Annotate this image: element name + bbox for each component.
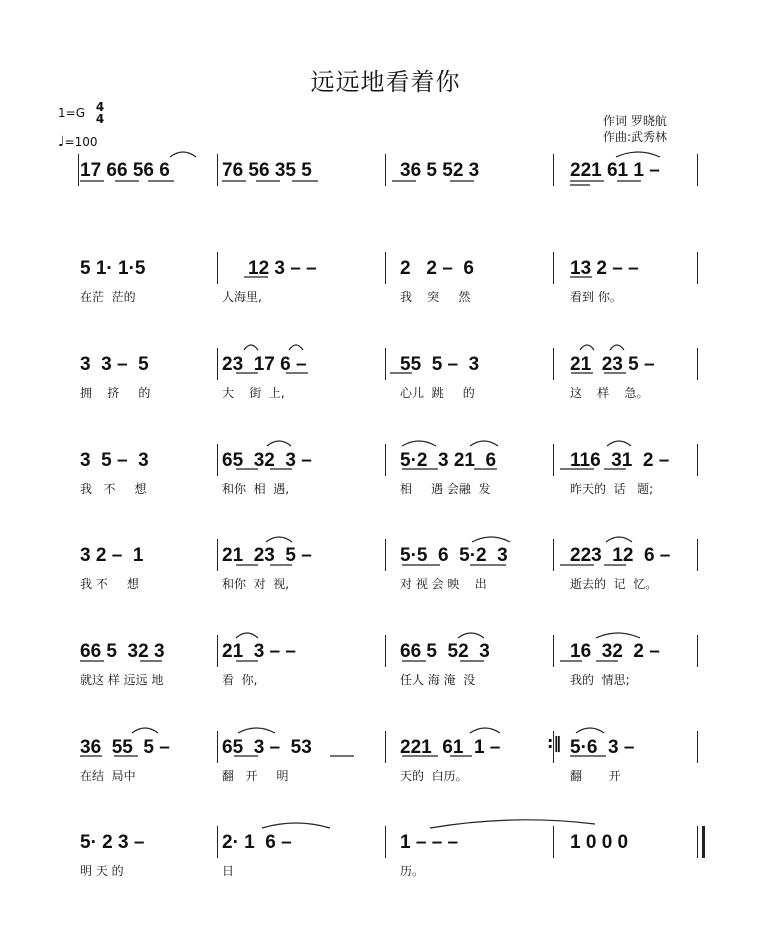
bar-line xyxy=(553,444,554,476)
measure-lyrics: 日 xyxy=(222,864,235,878)
measure-lyrics: 我 不 想 xyxy=(80,482,147,496)
measure-notes: 36 55 5 – xyxy=(80,737,170,758)
slur-arc xyxy=(262,823,330,828)
measure-notes: 221 61 1 – xyxy=(570,160,660,181)
measure-notes: 1 0 0 0 xyxy=(570,832,629,853)
bar-line xyxy=(553,154,554,186)
key-text: 1=G xyxy=(58,106,85,120)
measure-notes: 66 5 52 3 xyxy=(400,641,490,662)
measure-lyrics: 历。 xyxy=(400,864,425,878)
slur-arc xyxy=(266,537,292,542)
bar-line xyxy=(697,539,698,571)
slur-arc xyxy=(610,345,624,350)
measure-lyrics: 翻 开 xyxy=(570,769,621,783)
song-title: 远远地看着你 xyxy=(310,68,461,96)
measure-notes: 3 2 – 1 xyxy=(80,545,144,566)
measure-lyrics: 我 突 然 xyxy=(400,290,471,304)
bar-line xyxy=(385,731,386,763)
slur-arc xyxy=(580,345,594,350)
bar-line xyxy=(697,154,698,186)
measure-notes: 21 23 5 – xyxy=(570,354,655,375)
measure-notes: 12 3 – – xyxy=(248,258,317,279)
slur-arc xyxy=(238,728,275,733)
measure-notes: 2· 1 6 – xyxy=(222,832,292,853)
measure-lyrics: 我的 情思; xyxy=(570,673,630,687)
tempo-text: =100 xyxy=(64,135,98,149)
measure-lyrics: 大 街 上, xyxy=(222,386,285,400)
measure-lyrics: 明 天 的 xyxy=(80,864,124,878)
time-signature-bottom: 4 xyxy=(95,112,105,126)
measure-lyrics: 这 样 急。 xyxy=(570,386,649,400)
measure-notes: 5 1· 1·5 xyxy=(80,258,146,279)
bar-line xyxy=(217,154,218,186)
bar-line xyxy=(217,826,218,858)
measure-notes: 21 3 – – xyxy=(222,641,296,662)
measure-notes: 221 61 1 – xyxy=(400,737,501,758)
measure-lyrics: 在茫 茫的 xyxy=(80,290,136,304)
slur-arc xyxy=(244,345,258,350)
measure-notes: 223 12 6 – xyxy=(570,545,671,566)
composer: 作曲:武秀林 xyxy=(603,130,668,144)
measure-lyrics: 天的 白历。 xyxy=(400,769,468,783)
measure-notes: 116 31 2 – xyxy=(570,450,670,471)
measure-notes: 76 56 35 5 xyxy=(222,160,312,181)
slur-arc xyxy=(616,152,660,157)
key-signature xyxy=(58,100,105,126)
measure-notes: 1 – – – xyxy=(400,832,459,853)
measure-notes: 65 3 – 53 xyxy=(222,737,312,758)
bar-line xyxy=(385,252,386,284)
bar-line xyxy=(697,348,698,380)
bar-line xyxy=(553,252,554,284)
measure-lyrics: 我 不 想 xyxy=(80,577,139,591)
repeat-sign-icon: :‖ xyxy=(547,733,562,752)
bar-line xyxy=(697,252,698,284)
measure-lyrics: 心儿 跳 的 xyxy=(400,386,475,400)
bar-line xyxy=(697,731,698,763)
bar-line xyxy=(385,826,386,858)
lyricist: 作词 罗晓航 xyxy=(603,114,667,128)
measure-lyrics: 逝去的 记 忆。 xyxy=(570,577,658,591)
bar-line xyxy=(217,635,218,667)
bar-line xyxy=(553,539,554,571)
slur-arc xyxy=(132,728,158,733)
measure-lyrics: 翻 开 明 xyxy=(222,769,289,783)
measure-notes: 17 66 56 6 xyxy=(80,160,170,181)
bar-line xyxy=(217,444,218,476)
slur-arc xyxy=(607,441,631,446)
slur-arc xyxy=(170,152,196,157)
measure-lyrics: 昨天的 话 题; xyxy=(570,482,654,496)
measure-notes: 13 2 – – xyxy=(570,258,639,279)
bar-line xyxy=(217,731,218,763)
bar-line xyxy=(697,635,698,667)
opening-bar-line xyxy=(78,154,79,186)
measure-lyrics: 和你 相 遇, xyxy=(222,482,290,496)
time-signature xyxy=(94,101,106,125)
measure-lyrics: 看到 你。 xyxy=(570,290,622,304)
bar-line xyxy=(217,252,218,284)
bar-line xyxy=(553,826,554,858)
slur-arc xyxy=(267,441,291,446)
measure-notes: 3 3 – 5 xyxy=(80,354,149,375)
measure-lyrics: 看 你, xyxy=(222,673,258,687)
slur-arc xyxy=(576,728,604,733)
measure-notes: 65 32 3 – xyxy=(222,450,312,471)
slur-arc xyxy=(430,820,595,828)
measure-notes: 5· 2 3 – xyxy=(80,832,145,853)
slur-arc xyxy=(458,633,484,638)
slur-arc xyxy=(606,537,632,542)
credits xyxy=(603,113,667,145)
bar-line xyxy=(217,539,218,571)
bar-line xyxy=(385,154,386,186)
measure-notes: 2 2 – 6 xyxy=(400,258,474,279)
measure-lyrics: 拥 挤 的 xyxy=(80,386,151,400)
measure-lyrics: 对 视 会 映 出 xyxy=(400,577,487,591)
bar-line xyxy=(553,635,554,667)
measure-notes: 16 32 2 – xyxy=(570,641,660,662)
measure-notes: 5·5 6 5·2 3 xyxy=(400,545,508,566)
measure-lyrics: 在结 局中 xyxy=(80,769,136,783)
bar-line xyxy=(385,444,386,476)
slur-arc xyxy=(236,633,258,638)
bar-line xyxy=(385,635,386,667)
tempo-marking xyxy=(58,134,98,150)
measure-notes: 66 5 32 3 xyxy=(80,641,165,662)
measure-notes: 3 5 – 3 xyxy=(80,450,149,471)
slur-arc xyxy=(289,345,303,350)
slur-arc xyxy=(402,441,436,446)
slur-arc xyxy=(596,633,640,638)
measure-lyrics: 任人 海 淹 没 xyxy=(400,673,476,687)
time-signature-top: 4 xyxy=(95,100,105,114)
measure-notes: 5·6 3 – xyxy=(570,737,635,758)
measure-lyrics: 就这 样 远远 地 xyxy=(80,673,164,687)
measure-lyrics: 和你 对 视, xyxy=(222,577,290,591)
measure-notes: 36 5 52 3 xyxy=(400,160,480,181)
measure-lyrics: 相 遇 会融 发 xyxy=(400,482,491,496)
measure-lyrics: 人海里, xyxy=(222,290,262,304)
bar-line xyxy=(217,348,218,380)
slur-arc xyxy=(470,728,500,733)
measure-notes: 5·2 3 21 6 xyxy=(400,450,497,471)
measure-notes: 55 5 – 3 xyxy=(400,354,480,375)
quarter-note-icon: ♩ xyxy=(58,134,65,150)
measure-notes: 23 17 6 – xyxy=(222,354,307,375)
slur-arc xyxy=(470,441,498,446)
slur-arc xyxy=(472,537,510,542)
measure-notes: 21 23 5 – xyxy=(222,545,312,566)
bar-line xyxy=(385,539,386,571)
bar-line xyxy=(553,348,554,380)
bar-line xyxy=(385,348,386,380)
bar-line xyxy=(697,826,705,858)
bar-line xyxy=(697,444,698,476)
